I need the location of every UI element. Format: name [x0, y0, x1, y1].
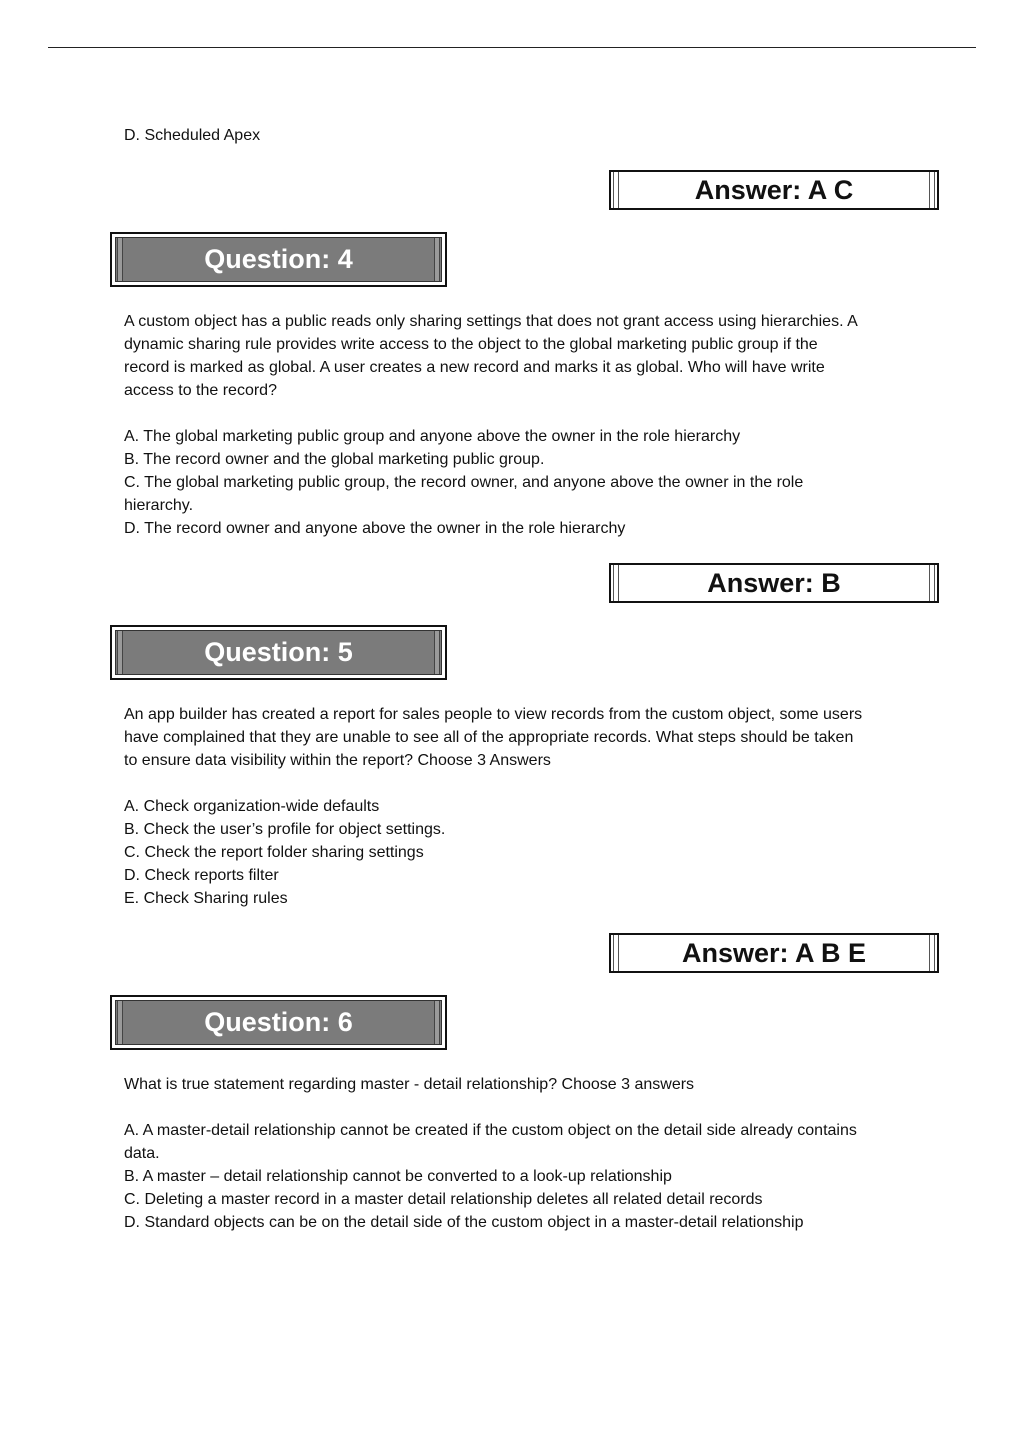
q5-option-b: B. Check the user’s profile for object settings.: [124, 821, 446, 838]
q5-stem-line: An app builder has created a report for sales people to view records from the custom object, some users: [124, 706, 863, 723]
q5-option-d: D. Check reports filter: [124, 867, 279, 884]
q4-answer-box: [609, 563, 939, 603]
q4-option-d: D. The record owner and anyone above the owner in the role hierarchy: [124, 520, 626, 537]
q5-heading-box: [110, 625, 447, 680]
q4-heading-inner: [115, 237, 442, 282]
q5-option-a: A. Check organization-wide defaults: [124, 798, 380, 815]
q4-heading-box: [110, 232, 447, 287]
q5-heading: Question: 5: [204, 637, 353, 667]
q5-stem-line: to ensure data visibility within the report? Choose 3 Answers: [124, 752, 551, 769]
q3-option-d: D. Scheduled Apex: [124, 127, 261, 144]
q6-option-d: D. Standard objects can be on the detail side of the custom object in a master-detail relationship: [124, 1214, 804, 1231]
q4-option-c: C. The global marketing public group, the record owner, and anyone above the owner in the role: [124, 474, 804, 491]
q6-option-c: C. Deleting a master record in a master detail relationship deletes all related detail records: [124, 1191, 763, 1208]
q4-stem-line: record is marked as global. A user creates a new record and marks it as global. Who will have write: [124, 359, 825, 376]
top-rule: [48, 47, 976, 48]
q6-stem-line: What is true statement regarding master - detail relationship? Choose 3 answers: [124, 1076, 695, 1093]
q4-answer-label: Answer: B: [707, 567, 841, 598]
q6-option-a: A. A master-detail relationship cannot be created if the custom object on the detail side already contains: [124, 1122, 857, 1139]
q5-answer-label: Answer: A B E: [681, 937, 867, 968]
q4-stem-line: A custom object has a public reads only sharing settings that does not grant access using hierarchies. A: [124, 313, 858, 330]
q3-answer-label: Answer: A C: [694, 174, 854, 205]
q5-heading-inner: [115, 630, 442, 675]
q4-stem-line: dynamic sharing rule provides write access to the object to the global marketing public group if the: [124, 336, 818, 353]
q4-option-a: A. The global marketing public group and anyone above the owner in the role hierarchy: [124, 428, 741, 445]
q6-heading-inner: [115, 1000, 442, 1045]
q4-stem-line: access to the record?: [124, 382, 277, 399]
q4-option-c-cont: hierarchy.: [124, 497, 194, 514]
q5-option-c: C. Check the report folder sharing settings: [124, 844, 424, 861]
q5-option-e: E. Check Sharing rules: [124, 890, 288, 907]
q6-heading-box: [110, 995, 447, 1050]
q3-answer-box: [609, 170, 939, 210]
q6-heading: Question: 6: [204, 1007, 353, 1037]
q5-answer-box: [609, 933, 939, 973]
q4-heading: Question: 4: [204, 244, 353, 274]
q4-option-b: B. The record owner and the global marketing public group.: [124, 451, 545, 468]
q5-stem-line: have complained that they are unable to see all of the appropriate records. What steps should be taken: [124, 729, 854, 746]
q6-option-b: B. A master – detail relationship cannot be converted to a look-up relationship: [124, 1168, 672, 1185]
q6-option-a-cont: data.: [124, 1145, 160, 1162]
